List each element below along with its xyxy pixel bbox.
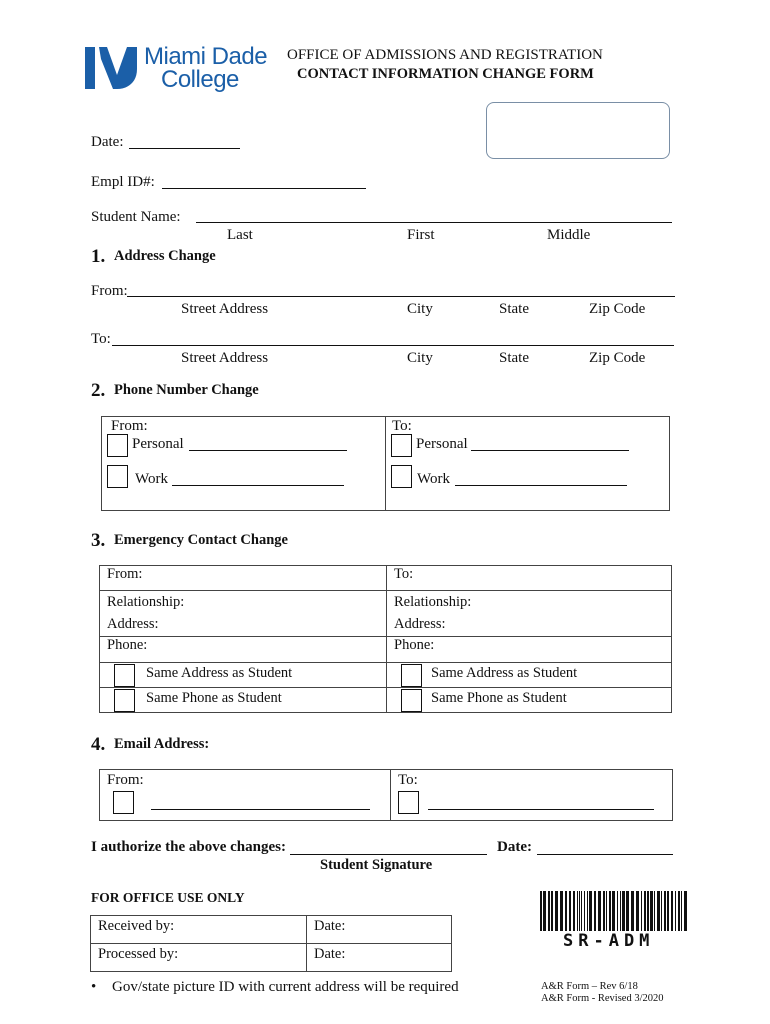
- phone-from-personal-checkbox[interactable]: [107, 434, 128, 457]
- ec-to-same-address-label: Same Address as Student: [431, 665, 578, 681]
- barcode-bar: [684, 891, 687, 931]
- ec-from-same-phone-checkbox[interactable]: [114, 689, 135, 712]
- phone-from-work-label: Work: [135, 471, 168, 487]
- phone-to-work-checkbox[interactable]: [391, 465, 412, 488]
- ec-from-rel-cell[interactable]: [100, 591, 387, 637]
- processed-date-label: Date:: [314, 946, 346, 962]
- phone-to-work-field[interactable]: [455, 485, 627, 486]
- processed-by-cell[interactable]: [91, 944, 307, 972]
- barcode-bar: [675, 891, 676, 931]
- barcode-text: SR-ADM: [563, 931, 655, 951]
- email-divider: [390, 770, 391, 820]
- received-date-cell[interactable]: [307, 916, 452, 944]
- phone-from-personal-label: Personal: [132, 436, 184, 452]
- barcode-bar: [647, 891, 649, 931]
- to-street-label: Street Address: [181, 350, 269, 366]
- emergency-contact-table: [99, 565, 672, 713]
- phone-divider: [385, 417, 386, 510]
- barcode-bar: [584, 891, 585, 931]
- barcode-bar: [548, 891, 550, 931]
- ec-to-rel-cell[interactable]: [387, 591, 672, 637]
- email-box: [99, 769, 673, 821]
- from-state-label: State: [499, 301, 529, 317]
- name-first-label: First: [407, 227, 435, 243]
- empl-id-field[interactable]: [162, 188, 366, 189]
- barcode-bar: [543, 891, 546, 931]
- barcode-bar: [589, 891, 592, 931]
- ec-from-cell[interactable]: [100, 566, 387, 591]
- barcode-bar: [594, 891, 596, 931]
- office-heading: OFFICE OF ADMISSIONS AND REGISTRATION: [287, 47, 603, 63]
- barcode-bar: [540, 891, 542, 931]
- rev-note-2: A&R Form - Revised 3/2020: [541, 993, 664, 1004]
- received-date-label: Date:: [314, 918, 346, 934]
- phone-from-work-checkbox[interactable]: [107, 465, 128, 488]
- barcode-bar: [617, 891, 618, 931]
- section4-title: Email Address:: [114, 736, 210, 752]
- rev-note-1: A&R Form – Rev 6/18: [541, 981, 638, 992]
- phone-to-work-label: Work: [417, 471, 450, 487]
- authorize-date-label: Date:: [497, 839, 532, 855]
- barcode-bar: [577, 891, 578, 931]
- barcode-bar: [664, 891, 666, 931]
- barcode-bar: [569, 891, 571, 931]
- section1-number: 1.: [91, 246, 106, 267]
- ec-from-address-label: Address:: [107, 616, 159, 632]
- to-zip-label: Zip Code: [589, 350, 646, 366]
- ec-to-address-label: Address:: [394, 616, 446, 632]
- authorize-date-field[interactable]: [537, 854, 673, 855]
- email-from-field[interactable]: [151, 809, 370, 810]
- ec-to-same-phone-label: Same Phone as Student: [431, 690, 567, 706]
- office-use-table: [90, 915, 452, 972]
- address-to-field[interactable]: [112, 345, 674, 346]
- phone-from-label: From:: [111, 418, 148, 434]
- ec-to-phone-label: Phone:: [394, 637, 435, 653]
- email-to-checkbox[interactable]: [398, 791, 419, 814]
- ec-to-same-address-checkbox[interactable]: [401, 664, 422, 687]
- processed-date-cell[interactable]: [307, 944, 452, 972]
- barcode-bar: [555, 891, 558, 931]
- barcode-bar: [622, 891, 625, 931]
- ec-to-phone-cell[interactable]: [387, 637, 672, 663]
- from-zip-label: Zip Code: [589, 301, 646, 317]
- empl-id-label: Empl ID#:: [91, 174, 155, 190]
- email-from-checkbox[interactable]: [113, 791, 134, 814]
- address-to-label: To:: [91, 331, 111, 347]
- phone-from-personal-field[interactable]: [189, 450, 347, 451]
- ec-from-label: From:: [107, 566, 143, 582]
- barcode-bar: [560, 891, 563, 931]
- processed-by-label: Processed by:: [98, 946, 179, 962]
- address-from-field[interactable]: [127, 296, 675, 297]
- barcode-bar: [667, 891, 669, 931]
- name-last-label: Last: [227, 227, 253, 243]
- ec-from-same-phone-label: Same Phone as Student: [146, 690, 282, 706]
- barcode-bar: [650, 891, 653, 931]
- from-street-label: Street Address: [181, 301, 269, 317]
- barcode-bar: [641, 891, 642, 931]
- from-city-label: City: [407, 301, 433, 317]
- date-field[interactable]: [129, 148, 240, 149]
- student-name-label: Student Name:: [91, 209, 181, 225]
- id-requirement-text: Gov/state picture ID with current address will be required: [112, 979, 459, 995]
- phone-to-personal-checkbox[interactable]: [391, 434, 412, 457]
- ec-to-same-address-cell: [387, 663, 672, 688]
- barcode-bar: [678, 891, 680, 931]
- barcode-bar: [644, 891, 646, 931]
- barcode-bars-icon: [538, 891, 690, 933]
- to-city-label: City: [407, 350, 433, 366]
- ec-from-phone-label: Phone:: [107, 637, 148, 653]
- section2-number: 2.: [91, 380, 106, 401]
- barcode-bar: [657, 891, 660, 931]
- ec-from-relationship-label: Relationship:: [107, 594, 185, 610]
- phone-from-work-field[interactable]: [172, 485, 344, 486]
- barcode-bar: [661, 891, 662, 931]
- ec-from-same-address-label: Same Address as Student: [146, 665, 293, 681]
- name-middle-label: Middle: [547, 227, 591, 243]
- barcode-bar: [579, 891, 580, 931]
- section1-title: Address Change: [114, 248, 216, 264]
- barcode: [538, 891, 690, 953]
- email-from-label: From:: [107, 772, 144, 788]
- email-to-field[interactable]: [428, 809, 654, 810]
- email-to-label: To:: [398, 772, 418, 788]
- barcode-bar: [573, 891, 575, 931]
- ec-from-same-phone-cell: [100, 688, 387, 713]
- received-by-label: Received by:: [98, 918, 175, 934]
- ec-from-phone-cell[interactable]: [100, 637, 387, 663]
- student-signature-label: Student Signature: [320, 857, 433, 873]
- authorize-label: I authorize the above changes:: [91, 839, 286, 855]
- received-by-cell[interactable]: [91, 916, 307, 944]
- barcode-bar: [606, 891, 607, 931]
- address-from-label: From:: [91, 283, 128, 299]
- ec-to-cell[interactable]: [387, 566, 672, 591]
- barcode-bar: [565, 891, 567, 931]
- phone-to-personal-label: Personal: [416, 436, 468, 452]
- barcode-bar: [612, 891, 615, 931]
- to-state-label: State: [499, 350, 529, 366]
- barcode-bar: [631, 891, 634, 931]
- ec-from-same-address-cell: [100, 663, 387, 688]
- barcode-bar: [609, 891, 611, 931]
- barcode-bar: [551, 891, 553, 931]
- phone-to-personal-field[interactable]: [471, 450, 629, 451]
- logo-mark-icon: [83, 45, 139, 91]
- signature-field[interactable]: [290, 854, 487, 855]
- barcode-bar: [581, 891, 582, 931]
- bullet-icon: •: [91, 979, 97, 995]
- barcode-bar: [587, 891, 588, 931]
- phone-to-label: To:: [392, 418, 412, 434]
- barcode-bar: [681, 891, 682, 931]
- barcode-bar: [671, 891, 673, 931]
- stamp-box: [486, 102, 670, 159]
- section2-title: Phone Number Change: [114, 382, 259, 398]
- ec-to-relationship-label: Relationship:: [394, 594, 472, 610]
- id-bullet: [91, 979, 459, 996]
- logo-wordmark: [144, 45, 267, 91]
- barcode-bar: [620, 891, 621, 931]
- ec-from-same-address-checkbox[interactable]: [114, 664, 135, 687]
- ec-to-same-phone-checkbox[interactable]: [401, 689, 422, 712]
- barcode-bar: [603, 891, 605, 931]
- barcode-bar: [598, 891, 601, 931]
- office-use-heading: FOR OFFICE USE ONLY: [91, 890, 245, 905]
- section3-title: Emergency Contact Change: [114, 532, 288, 548]
- barcode-bar: [626, 891, 629, 931]
- logo-line1: Miami Dade: [144, 43, 268, 70]
- date-label: Date:: [91, 134, 124, 150]
- barcode-bar: [636, 891, 639, 931]
- form-title: CONTACT INFORMATION CHANGE FORM: [297, 66, 594, 82]
- section3-number: 3.: [91, 530, 106, 551]
- barcode-bar: [654, 891, 655, 931]
- section4-number: 4.: [91, 734, 106, 755]
- phone-change-box: [101, 416, 670, 511]
- student-name-field[interactable]: [196, 222, 672, 223]
- logo-line2: College: [161, 66, 239, 93]
- ec-to-same-phone-cell: [387, 688, 672, 713]
- ec-to-label: To:: [394, 566, 414, 582]
